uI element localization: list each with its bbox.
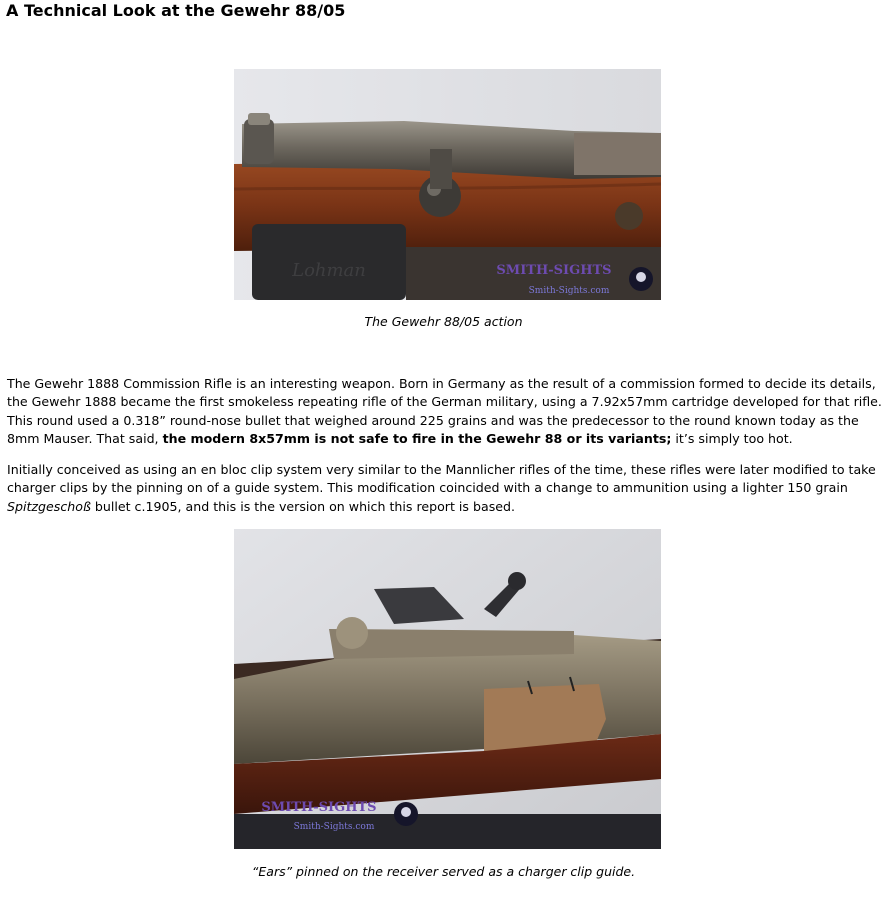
watermark-brand: SMITH-SIGHTS: [261, 800, 377, 815]
paragraph-1-text-a: The Gewehr 1888 Commission Rifle is an interesting weapon. Born in Germany as the result of a commission formed to decide its details, the Gewehr 1888 became the first smokeless repeating rifle of the German military, using a 7.92x57mm cartridge developed for that rifle. This round used a 0.318” round-nose bullet that weighed around 225 grains and was the predecessor to the round known today as the 8mm Mauser. That said,: [7, 376, 882, 446]
paragraph-1-warning: the modern 8x57mm is not safe to fire in the Gewehr 88 or its variants;: [162, 430, 672, 446]
watermark-url: Smith-Sights.com: [528, 286, 610, 296]
paragraph-2-text-b: bullet c.1905, and this is the version on which this report is based.: [90, 498, 515, 514]
paragraph-2-term: Spitzgeschoß: [7, 498, 91, 514]
watermark-sight-icon: [629, 267, 653, 291]
watermark-brand: SMITH-SIGHTS: [496, 263, 612, 278]
paragraph-1-text-b: it’s simply too hot.: [671, 430, 793, 446]
figure-caption-1: The Gewehr 88/05 action: [364, 314, 523, 329]
paragraph-2: [7, 461, 883, 516]
rifle-action-photo: [234, 69, 661, 300]
receiver-guide-photo: [234, 529, 661, 849]
figure-caption-2: “Ears” pinned on the receiver served as a charger clip guide.: [251, 864, 636, 879]
article-title: A Technical Look at the Gewehr 88/05: [6, 1, 346, 20]
watermark-sight-icon: [394, 802, 418, 826]
paragraph-1: [7, 375, 883, 448]
magazine-marking: Lohman: [292, 260, 366, 281]
watermark-url: Smith-Sights.com: [293, 822, 375, 832]
paragraph-2-text-a: Initially conceived as using an en bloc clip system very similar to the Mannlicher rifles of the time, these rifles were later modified to take charger clips by the pinning on of a guide system. This modification coincided with a change to ammunition using a lighter 150 grain: [7, 462, 876, 496]
